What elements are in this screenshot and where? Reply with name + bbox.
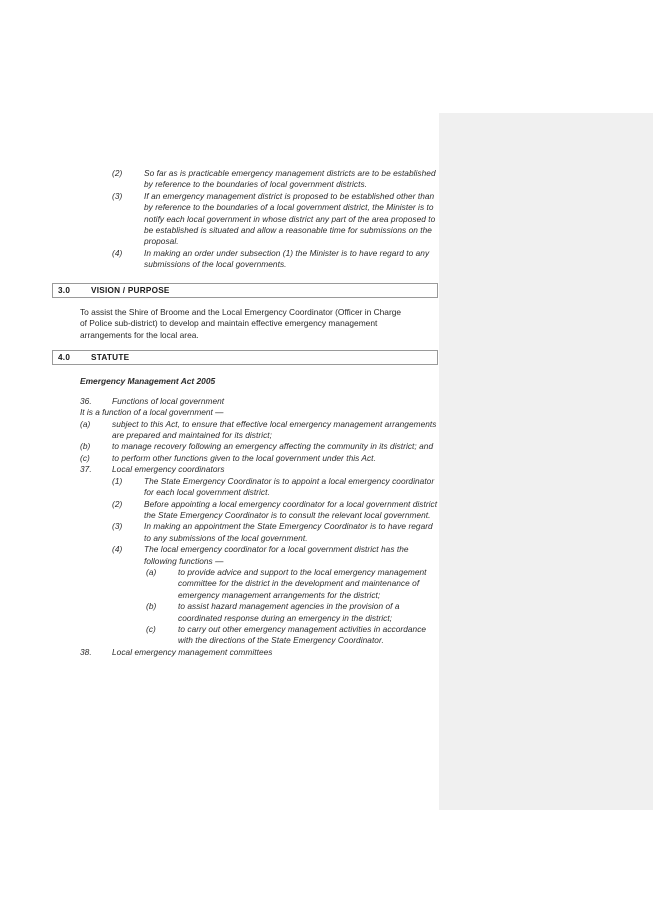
- statute-section-38-heading: [52, 647, 438, 658]
- statute-section-number: 36.: [80, 395, 92, 406]
- statute-nested-item-marker: (a): [146, 566, 157, 577]
- section-number: 4.0: [58, 353, 71, 363]
- statute-section-number: 37.: [80, 464, 92, 475]
- statute-item-text: subject to this Act, to ensure that effective local emergency management arrangements are prepared and maintained for its district;: [112, 418, 437, 441]
- statute-section-36-heading: [52, 396, 438, 407]
- statute-item-marker: (a): [80, 418, 91, 429]
- clause-paragraph: [52, 248, 438, 271]
- statute-nested-item: [52, 601, 438, 624]
- act-title: Emergency Management Act 2005: [80, 376, 216, 387]
- statute-subsection-text: The local emergency coordinator for a local government district has the following functions —: [144, 544, 409, 566]
- section-number: 3.0: [58, 285, 71, 295]
- statute-nested-item-marker: (c): [146, 623, 156, 634]
- statute-nested-item-marker: (b): [146, 601, 157, 612]
- statute-subsection: [52, 499, 438, 522]
- statute-section-number: 38.: [80, 646, 92, 657]
- right-margin-panel: [439, 113, 653, 810]
- clause-text: In making an order under subsection (1) the Minister is to have regard to any submissions of the local governments.: [144, 247, 430, 270]
- statute-item: [52, 453, 438, 464]
- statute-item: [52, 419, 438, 442]
- vision-purpose-text: To assist the Shire of Broome and the Local Emergency Coordinator (Officer in Charge of Police sub-district) to develop and maintain effective emergency management arrangements for the local area.: [80, 306, 402, 340]
- statute-nested-item-text: to carry out other emergency management activities in accordance with the directions of the State Emergency Coordinator.: [178, 623, 427, 646]
- statute-subsection: [52, 476, 438, 499]
- statute-item: [52, 441, 438, 452]
- statute-item-text: to manage recovery following an emergency affecting the community in its district; and: [112, 441, 434, 452]
- section-title: VISION / PURPOSE: [91, 285, 170, 295]
- statute-item-marker: (b): [80, 441, 91, 452]
- statute-section-title: Functions of local government: [112, 395, 225, 406]
- statute-subsection-text: The State Emergency Coordinator is to appoint a local emergency coordinator for each local government district.: [144, 475, 435, 498]
- clause-marker: (4): [112, 247, 123, 258]
- statute-subsection: [52, 521, 438, 544]
- clause-marker: (2): [112, 168, 123, 178]
- statute-subsection: [52, 544, 438, 567]
- clause-text: If an emergency management district is proposed to be established other than by reference to the boundaries of a local government district, the Minister is to notify each local government in whose district any part of the area proposed to be established is situated and allow a reasonable time for submissions on the proposal.: [144, 190, 436, 247]
- statute-nested-item-text: to provide advice and support to the local emergency management committee for the district in the development and maintenance of emergency management arrangements for the district;: [178, 566, 427, 600]
- statute-section-36-leadin: It is a function of a local government —: [80, 407, 224, 418]
- statute-nested-item: [52, 567, 438, 601]
- clause-text: So far as is practicable emergency management districts are to be established by reference to the boundaries of local government districts.: [144, 168, 436, 190]
- clause-paragraph: [52, 168, 438, 191]
- statute-subsection-marker: (3): [112, 521, 123, 532]
- statute-nested-item: [52, 624, 438, 647]
- section-body-vision-purpose: [52, 307, 410, 342]
- statute-subsection-text: Before appointing a local emergency coordinator for a local government district the State Emergency Coordinator is to consult the relevant local government.: [144, 498, 438, 520]
- clause-marker: (3): [112, 190, 123, 201]
- statute-section-title: Local emergency management committees: [112, 646, 273, 657]
- section-title: STATUTE: [91, 353, 130, 363]
- statute-nested-item-text: to assist hazard management agencies in the provision of a coordinated response during an emergency in the district;: [178, 601, 400, 623]
- statute-subsection-marker: (4): [112, 544, 123, 555]
- statute-subsection-marker: (1): [112, 475, 123, 486]
- section-header-statute: [52, 350, 438, 365]
- statute-subsection-text: In making an appointment the State Emergency Coordinator is to have regard to any submissions of the local government.: [144, 521, 433, 543]
- statute-subsection-marker: (2): [112, 498, 123, 509]
- document-content: [52, 168, 438, 658]
- statute-section-title: Local emergency coordinators: [112, 464, 225, 475]
- clause-paragraph: [52, 191, 438, 248]
- statute-item-marker: (c): [80, 452, 90, 463]
- section-header-vision-purpose: [52, 283, 438, 298]
- statute-item-text: to perform other functions given to the local government under this Act.: [112, 452, 376, 463]
- top-clause-group: [52, 168, 438, 271]
- statute-section-37-heading: [52, 464, 438, 475]
